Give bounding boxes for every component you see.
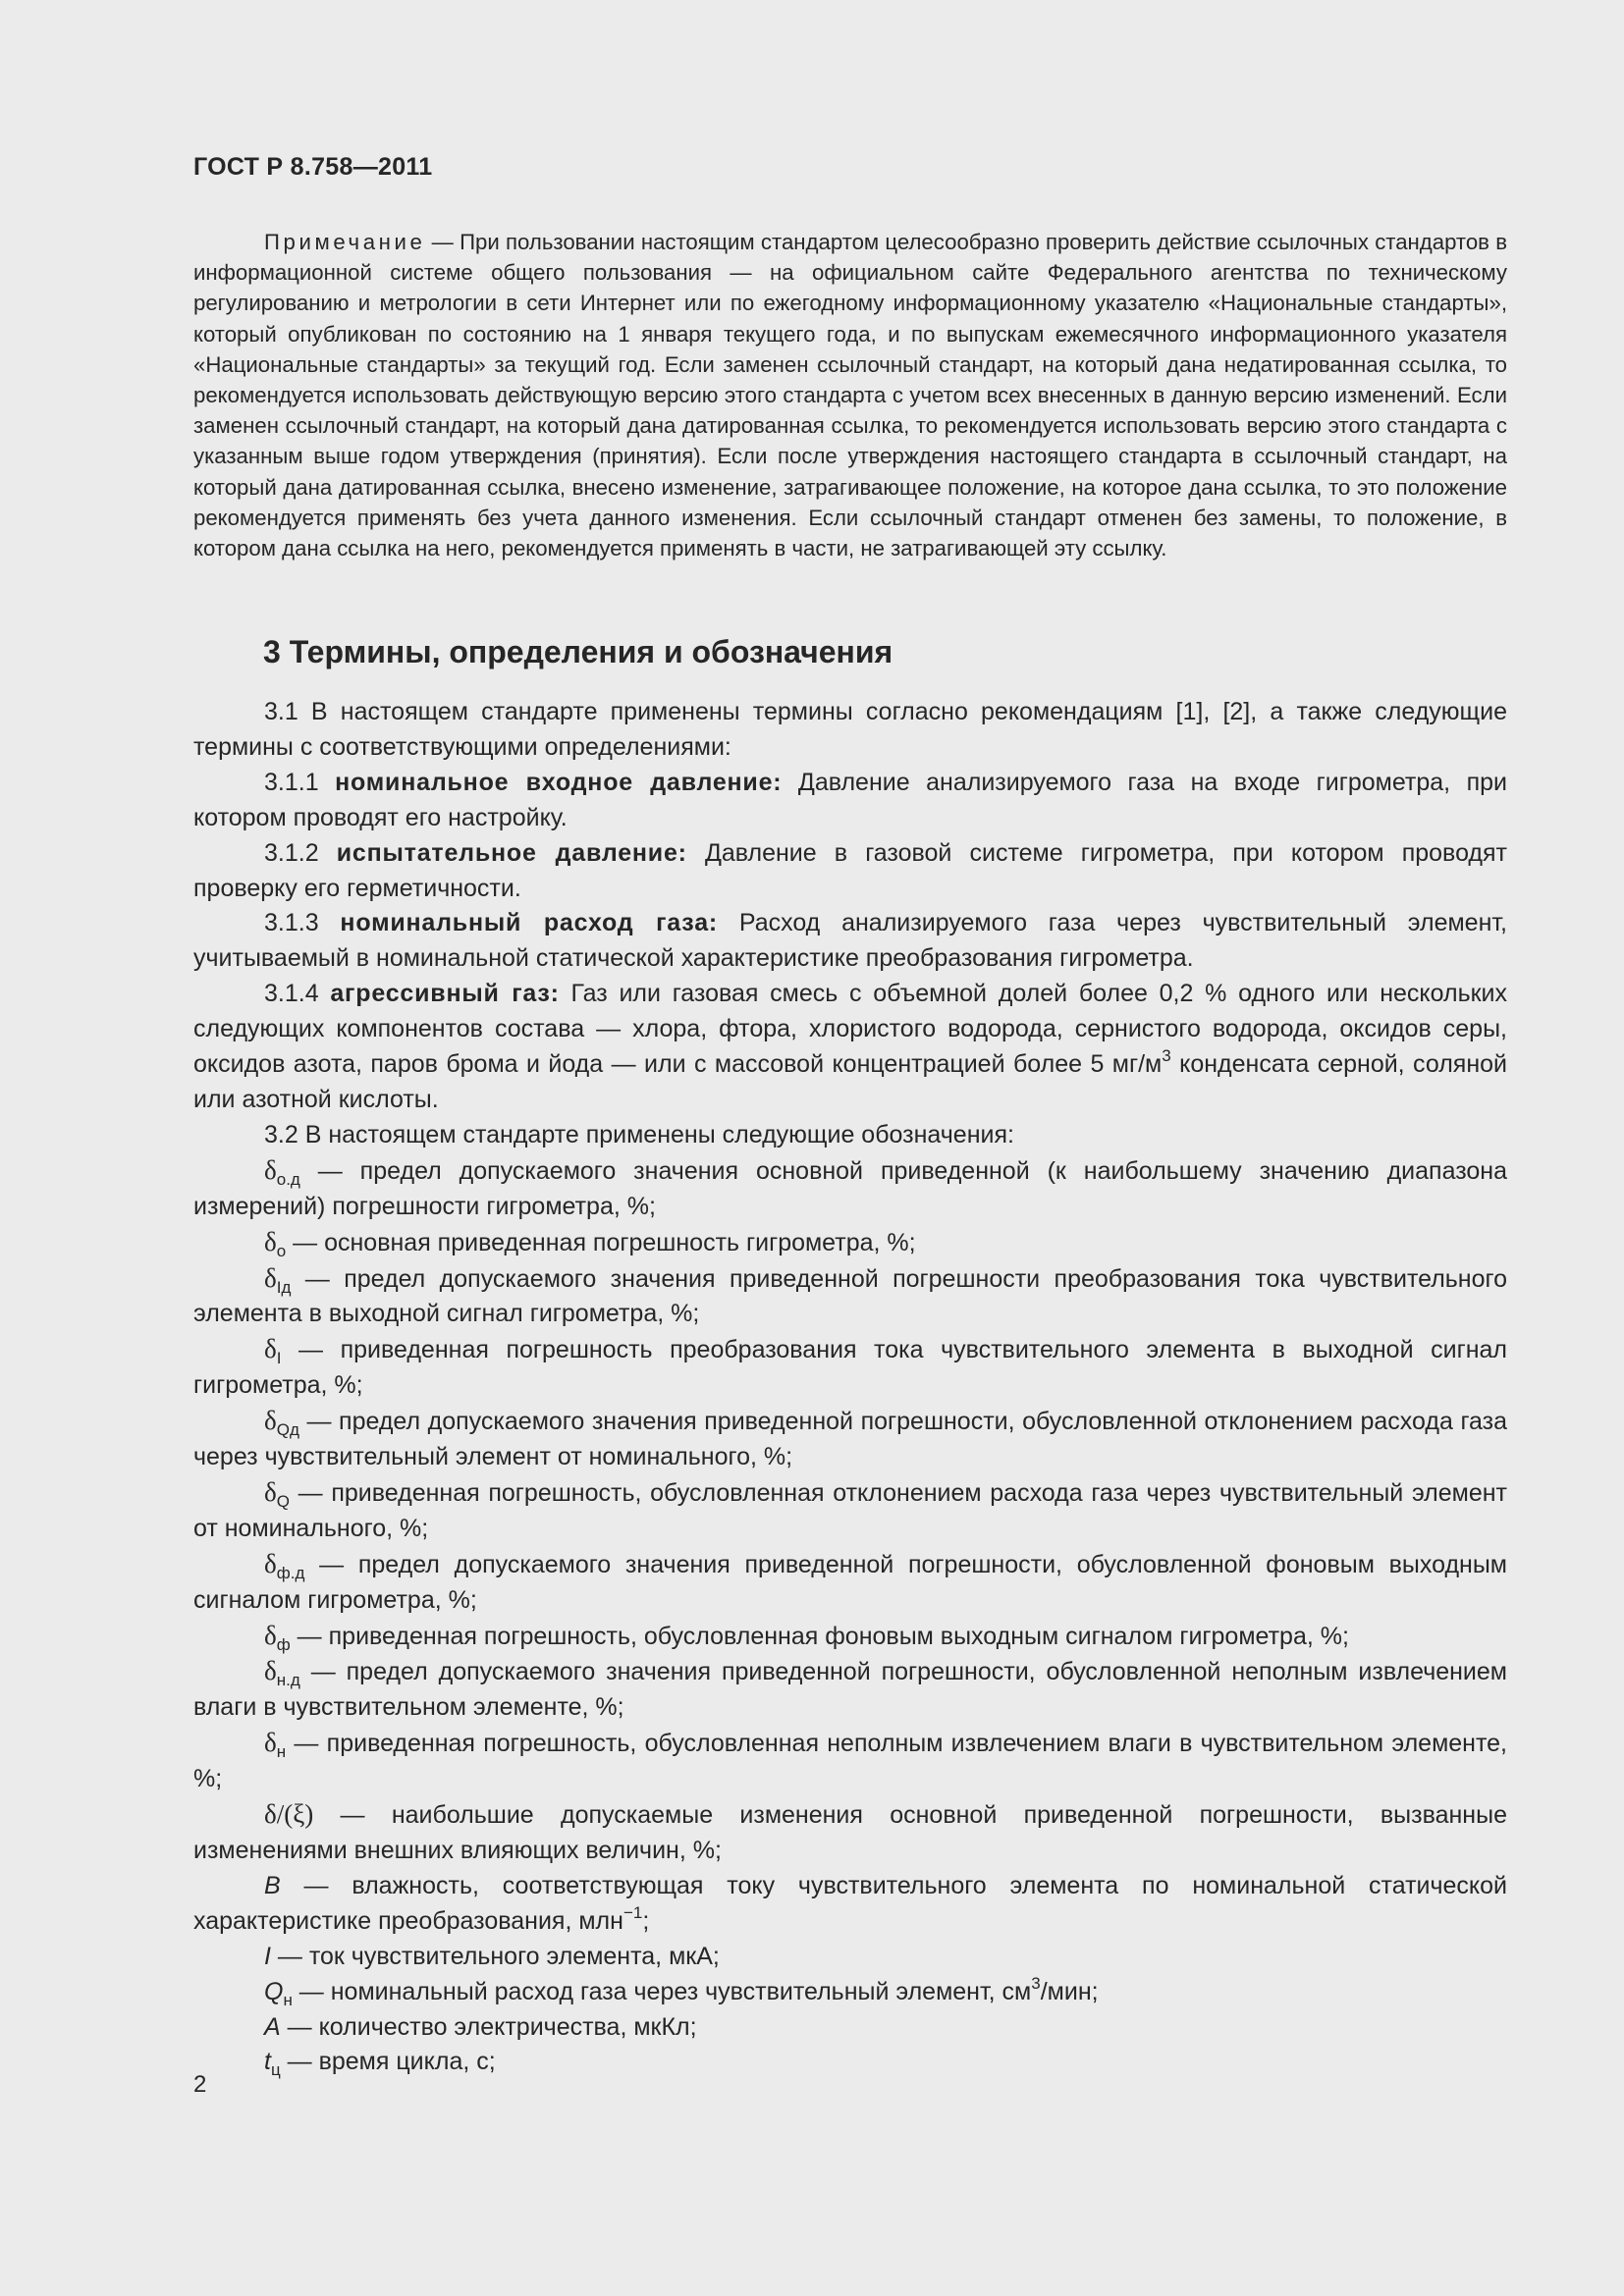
symbol-item: I — ток чувствительного элемента, мкА;	[264, 1942, 720, 1970]
symbol-item: $t_ц$ — время цикла, с;	[264, 2048, 496, 2080]
symbol-item: $\delta_ф$ — приведенная погрешность, обусловленная фоновым выходным сигналом гигрометра, %;	[264, 1620, 1349, 1654]
symbol-item: $\delta_I$ — приведенная погрешность преобразования тока чувствительного элемента в выходной сигнал гигрометра, %;	[193, 1334, 1507, 1400]
symbol-item: $\delta_{Iд}$ — предел допускаемого значения приведенной погрешности преобразования тока чувствительного элемента в выходной сигнал гигрометра, %;	[193, 1262, 1507, 1328]
note-label: Примечание	[264, 230, 426, 254]
symbols-intro: 3.2 В настоящем стандарте применены следующие обозначения:	[264, 1120, 1014, 1148]
term-item: 3.1.2 испытательное давление: Давление в газовой системе гигрометра, при котором проводят проверку его герметичности.	[193, 838, 1507, 902]
note-text: — При пользовании настоящим стандартом целесообразно проверить действие ссылочных стандартов в информационной системе общего пользования — на официальном сайте Федерального агентства по техническому регулированию и метрологии в сети Интернет или по ежегодному информационному указателю «Национальные стандарты», который опубликован по состоянию на 1 января текущего года, и по выпускам ежемесячного информационного указателя «Национальные стандарты» за текущий год. Если заменен ссылочный стандарт, на который дана недатированная ссылка, то рекомендуется использовать действующую версию этого стандарта с учетом всех внесенных в данную версию изменений. Если заменен ссылочный стандарт, на который дана датированная ссылка, то рекомендуется использовать версию этого стандарта с указанным выше годом утверждения (принятия). Если после утверждения настоящего стандарта в ссылочный стандарт, на который дана датированная ссылка, внесено изменение, затрагивающее положение, на которое дана ссылка, то это положение рекомендуется применять без учета данного изменения. Если ссылочный стандарт отменен без замены, то положение, в котором дана ссылка на него, рекомендуется применять в части, не затрагивающей эту ссылку.	[193, 230, 1507, 561]
section-title: 3 Термины, определения и обозначения	[263, 634, 893, 669]
symbol-item: $\delta_{ф.д}$ — предел допускаемого значения приведенной погрешности, обусловленной фоновым выходным сигналом гигрометра, %;	[193, 1548, 1507, 1614]
note-paragraph	[193, 227, 1507, 563]
symbol-item: $Q_н$ — номинальный расход газа через чувствительный элемент, $см^3$/мин;	[264, 1973, 1099, 2009]
page-number: 2	[193, 2071, 207, 2098]
term-item: 3.1.4 агрессивный газ: Газ или газовая смесь с объемной долей более 0,2 % одного или нескольких следующих компонентов состава — хлора, фтора, хлористого водорода, сернистого водорода, оксидов серы, оксидов азота, паров брома и йода — или с массовой концентрацией более 5 $мг/м^3$ конденсата серной, соляной или азотной кислоты.	[193, 980, 1507, 1113]
term-name: номинальное входное давление:	[335, 768, 783, 796]
symbol-item: $\delta_Q$ — приведенная погрешность, обусловленная отклонением расхода газа через чувствительный элемент от номинального, %;	[193, 1476, 1507, 1542]
terms-intro: 3.1 В настоящем стандарте применены термины согласно рекомендациям [1], [2], а также следующие термины с соответствующими определениями:	[193, 698, 1507, 761]
term-name: агрессивный газ:	[330, 980, 560, 1008]
document-number: ГОСТ Р 8.758—2011	[193, 153, 433, 181]
section-body	[193, 695, 1507, 2080]
symbol-item: $\delta_н$ — приведенная погрешность, обусловленная неполным извлечением влаги в чувствительном элементе, %;	[193, 1728, 1507, 1793]
term-name: номинальный расход газа:	[340, 909, 719, 937]
symbol-item: $\delta_о$ — основная приведенная погрешность гигрометра, %;	[264, 1226, 916, 1260]
symbol-item: δ/(ξ) — наибольшие допускаемые изменения основной приведенной погрешности, вызванные изменениями внешних влияющих величин, %;	[193, 1799, 1507, 1864]
symbol-item: B — влажность, соответствующая току чувствительного элемента по номинальной статической характеристике преобразования, млн$^{-1}$;	[193, 1871, 1507, 1935]
symbol-item: $\delta_{н.д}$ — предел допускаемого значения приведенной погрешности, обусловленной неполным извлечением влаги в чувствительном элементе, %;	[193, 1656, 1507, 1722]
term-name: испытательное давление:	[336, 838, 687, 867]
term-item: 3.1.3 номинальный расход газа: Расход анализируемого газа через чувствительный элемент, учитываемый в номинальной статической характеристике преобразования гигрометра.	[193, 909, 1507, 973]
term-item: 3.1.1 номинальное входное давление: Давление анализируемого газа на входе гигрометра, при котором проводят его настройку.	[193, 768, 1507, 831]
symbol-item: A — количество электричества, мкКл;	[264, 2012, 697, 2041]
symbol-item: $\delta_{о.д}$ — предел допускаемого значения основной приведенной (к наибольшему значению диапазона измерений) погрешности гигрометра, %;	[193, 1154, 1507, 1220]
symbol-item: $\delta_{Qд}$ — предел допускаемого значения приведенной погрешности, обусловленной отклонением расхода газа через чувствительный элемент от номинального, %;	[193, 1406, 1507, 1471]
